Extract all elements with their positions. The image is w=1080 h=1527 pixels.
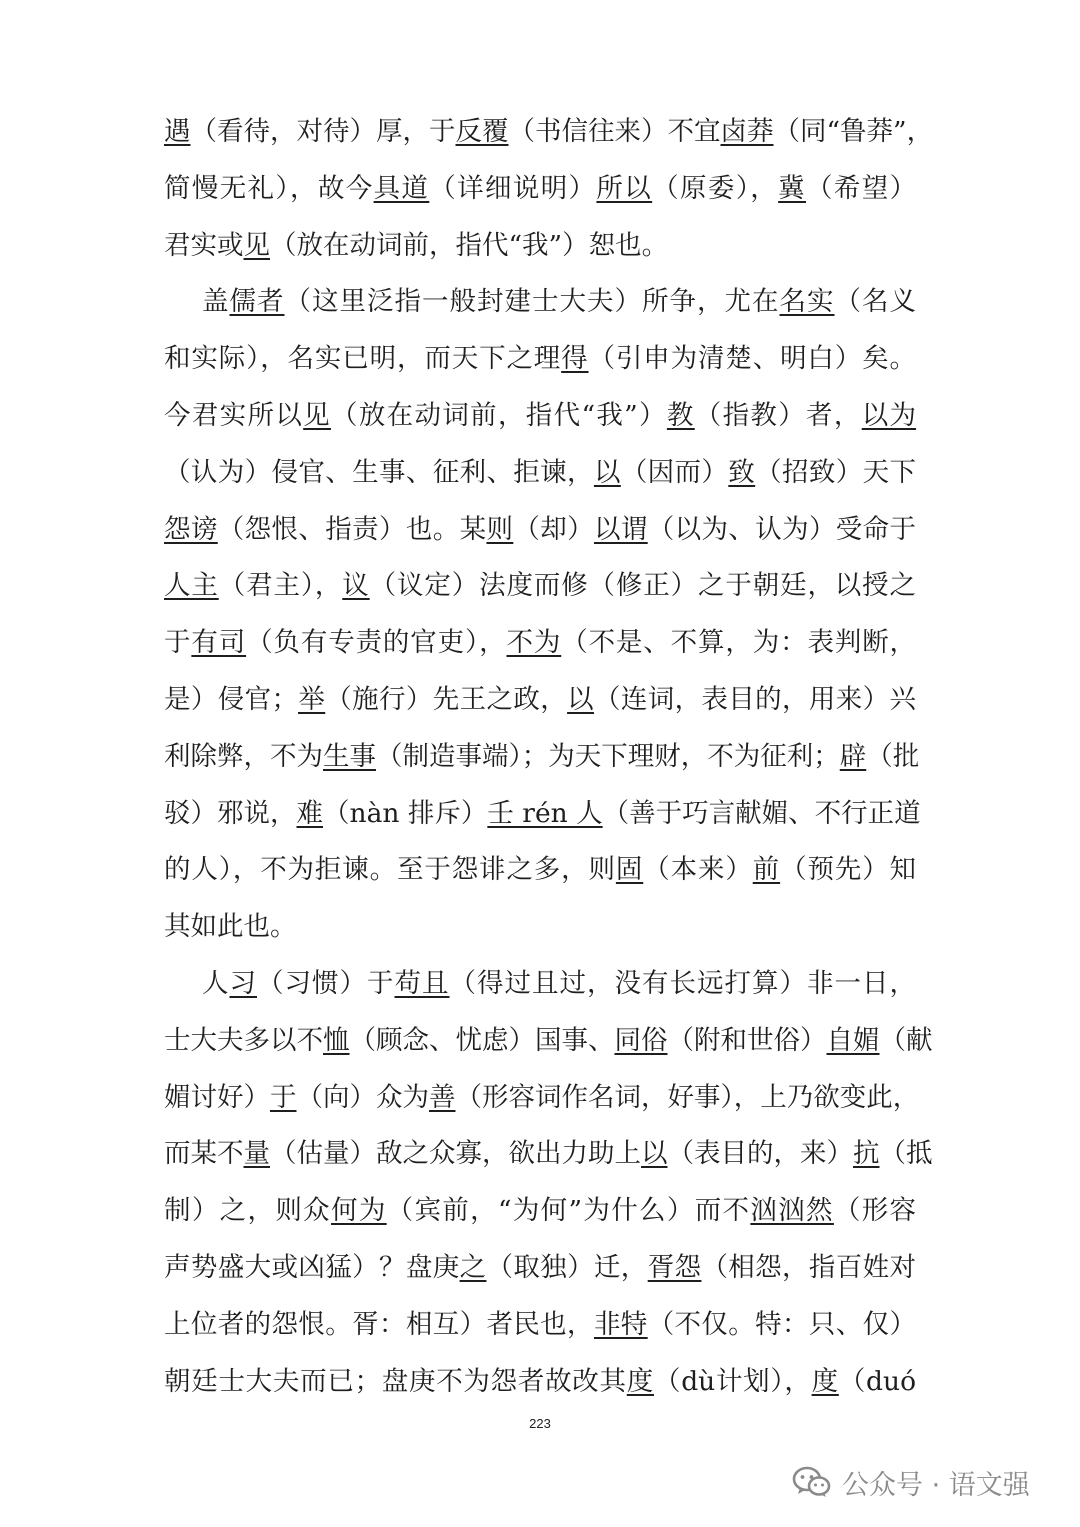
text-segment: （招致）天下: [755, 456, 917, 488]
annotated-term: 怨谤: [164, 513, 218, 545]
text-segment: 士大夫多以不: [164, 1024, 323, 1056]
text-line: [164, 445, 916, 502]
text-segment: （希望）: [806, 172, 917, 204]
text-line: [164, 274, 916, 331]
text-segment: （这里泛指一般封建士大夫）所争，尤在: [284, 286, 780, 318]
text-segment: 利除弊，不为: [164, 740, 323, 772]
annotated-term: 恤: [323, 1024, 350, 1056]
watermark-text: 公众号 · 语文强: [842, 1469, 1030, 1501]
text-line: [164, 558, 916, 615]
text-segment: （名义: [834, 286, 916, 318]
annotated-term: 生事: [323, 740, 376, 772]
annotated-term: 以: [593, 456, 621, 488]
text-segment: （引申为清楚、明白）矣。: [588, 343, 917, 375]
text-segment: （nàn 排斥）: [323, 797, 488, 829]
annotated-term: 量: [243, 1138, 270, 1170]
text-segment: （宾前，“为何”为什么）而不: [386, 1195, 751, 1227]
text-segment: （同“鲁莽”，: [773, 116, 934, 147]
annotated-term: 反覆: [455, 116, 509, 147]
text-segment: 是）侵官；: [164, 683, 298, 715]
text-segment: （详细说明）: [429, 172, 597, 204]
text-segment: （抵: [879, 1138, 933, 1170]
text-segment: （习惯）于: [257, 967, 395, 999]
text-line: [164, 729, 920, 786]
annotated-term: 见: [243, 229, 270, 261]
text-line: [164, 502, 916, 559]
annotated-term: 壬 rén 人: [487, 797, 603, 829]
annotated-term: 以为: [861, 399, 917, 431]
text-segment: （附和世俗）: [667, 1024, 827, 1056]
text-segment: （形容词作名词，好事），上乃欲变此，: [455, 1081, 920, 1113]
text-segment: 的人），不为拒谏。至于怨诽之多，则: [164, 854, 616, 886]
text-segment: （dù计划），: [653, 1365, 812, 1397]
text-segment: 君实或: [164, 229, 244, 261]
annotated-term: 致: [728, 456, 756, 488]
annotated-term: 善: [429, 1081, 456, 1113]
annotated-term: 以谓: [593, 513, 648, 545]
annotated-term: 非特: [593, 1308, 648, 1340]
text-segment: （原委），: [652, 172, 779, 204]
text-line: [164, 842, 916, 899]
text-line: [164, 388, 916, 445]
text-segment: （不仅。特：只、仅）: [647, 1308, 917, 1340]
text-segment: 和实际），名实已明，而天下之理: [164, 343, 562, 375]
text-segment: 简慢无礼），故今: [164, 172, 374, 204]
text-segment: （施行）先王之政，: [325, 683, 568, 715]
text-line: [164, 1240, 916, 1297]
paragraph: [164, 274, 921, 956]
annotated-term: 度: [626, 1365, 654, 1397]
text-line: [164, 899, 916, 956]
text-segment: （书信往来）不宜: [508, 116, 721, 147]
text-segment: 朝廷士大夫而已；盘庚不为怨者故改其: [164, 1365, 627, 1397]
annotated-term: 遇: [164, 116, 191, 147]
text-segment: （不是、不算，为：表判断，: [561, 627, 917, 659]
text-segment: （放在动词前，指代“我”）: [331, 399, 667, 431]
text-line: [164, 1183, 916, 1240]
text-segment: （形容: [833, 1195, 917, 1227]
text-segment: （duó: [838, 1365, 917, 1397]
text-segment: （本来）: [643, 854, 753, 886]
annotated-term: 固: [615, 854, 644, 886]
text-segment: （预先）知: [780, 854, 917, 886]
text-segment: 而某不: [164, 1138, 244, 1170]
annotated-term: 同俗: [614, 1024, 668, 1056]
annotated-term: 举: [297, 683, 326, 715]
text-segment: （议定）法度而修（修正）之于朝廷，以授之: [369, 570, 917, 602]
text-segment: （以为、认为）受命于: [647, 513, 917, 545]
annotated-term: 具道: [373, 172, 430, 204]
text-line: [164, 956, 916, 1013]
text-segment: 于: [164, 627, 192, 659]
text-line: [164, 331, 916, 388]
text-segment: （表目的，来）: [667, 1138, 853, 1170]
text-segment: （负有专责的官吏），: [246, 627, 507, 659]
annotated-term: 教: [666, 399, 695, 431]
text-segment: 声势盛大或凶猛）？盘庚: [164, 1251, 460, 1283]
text-segment: （得过且过，没有长远打算）非一日，: [449, 967, 916, 999]
text-segment: 媚讨好）: [164, 1081, 270, 1113]
annotated-term: 抗: [853, 1138, 880, 1170]
text-segment: 今君实所以: [164, 399, 304, 431]
annotated-term: 人主: [164, 570, 219, 602]
annotated-term: 则: [486, 513, 514, 545]
text-segment: （献: [879, 1024, 933, 1056]
text-line: [164, 1070, 920, 1127]
annotated-term: 见: [303, 399, 331, 431]
annotated-term: 于: [270, 1081, 297, 1113]
annotated-term: 名实: [779, 286, 835, 318]
text-segment: （指教）者，: [694, 399, 862, 431]
annotated-term: 之: [459, 1251, 487, 1283]
annotated-term: 习: [229, 967, 257, 999]
annotated-term: 辟: [839, 740, 867, 772]
text-line: [164, 672, 916, 729]
annotated-term: 何为: [330, 1195, 387, 1227]
annotated-term: 以: [641, 1138, 668, 1170]
annotated-term: 苟且: [394, 967, 450, 999]
text-segment: （顾念、忧虑）国事、: [349, 1024, 615, 1056]
text-line: [164, 104, 934, 161]
text-segment: （君主），: [218, 570, 343, 602]
annotated-term: 冀: [778, 172, 807, 204]
text-line: [164, 161, 916, 218]
text-segment: （制造事端）；为天下理财，不为征利；: [376, 740, 840, 772]
text-segment: 人: [202, 967, 230, 999]
text-segment: （向）众为: [296, 1081, 429, 1113]
text-line: [164, 1354, 916, 1411]
document-body: [164, 104, 934, 1410]
text-segment: （相怨，指百姓对: [701, 1251, 917, 1283]
annotated-term: 前: [752, 854, 781, 886]
text-segment: （批: [866, 740, 920, 772]
annotated-term: 有司: [191, 627, 247, 659]
text-line: [164, 1297, 916, 1354]
paragraph: [164, 956, 933, 1410]
annotated-term: 所以: [596, 172, 653, 204]
text-line: [164, 1126, 933, 1183]
text-segment: （估量）敌之众寡，欲出力助上: [270, 1138, 641, 1170]
text-line: [164, 786, 921, 843]
annotated-term: 不为: [506, 627, 562, 659]
text-segment: （认为）侵官、生事、征利、拒谏，: [164, 456, 594, 488]
annotated-term: 度: [811, 1365, 839, 1397]
annotated-term: 卤莽: [720, 116, 774, 147]
text-segment: （连词，表目的，用来）兴: [593, 683, 917, 715]
text-segment: （善于巧言献媚、不行正道: [602, 797, 921, 829]
text-line: [164, 1013, 933, 1070]
text-segment: （却）: [513, 513, 594, 545]
text-segment: （放在动词前，指代“我”）恕也。: [270, 229, 669, 261]
watermark: [792, 1458, 1030, 1506]
annotated-term: 胥怨: [647, 1251, 702, 1283]
text-line: [164, 218, 916, 275]
annotated-term: 以: [567, 683, 594, 715]
annotated-term: 难: [296, 797, 323, 829]
annotated-term: 自媚: [826, 1024, 880, 1056]
paragraph: [164, 104, 934, 274]
text-segment: 驳）邪说，: [164, 797, 297, 829]
annotated-term: 汹汹然: [750, 1195, 834, 1227]
text-segment: 其如此也。: [164, 911, 297, 943]
text-segment: （看待，对待）厚，于: [190, 116, 456, 147]
annotated-term: 得: [561, 343, 589, 375]
text-line: [164, 615, 916, 672]
text-segment: （因而）: [620, 456, 729, 488]
page-number: 223: [529, 1416, 551, 1431]
text-segment: 上位者的怨恨。胥：相互）者民也，: [164, 1308, 594, 1340]
wechat-icon: [792, 1465, 832, 1499]
annotated-term: 议: [342, 570, 370, 602]
paragraphs: [164, 104, 934, 1410]
text-segment: （怨恨、指责）也。某: [217, 513, 487, 545]
annotated-term: 儒者: [229, 286, 285, 318]
text-segment: （取独）迁，: [486, 1251, 648, 1283]
text-segment: 盖: [202, 286, 230, 318]
text-segment: 制）之，则众: [164, 1195, 331, 1227]
